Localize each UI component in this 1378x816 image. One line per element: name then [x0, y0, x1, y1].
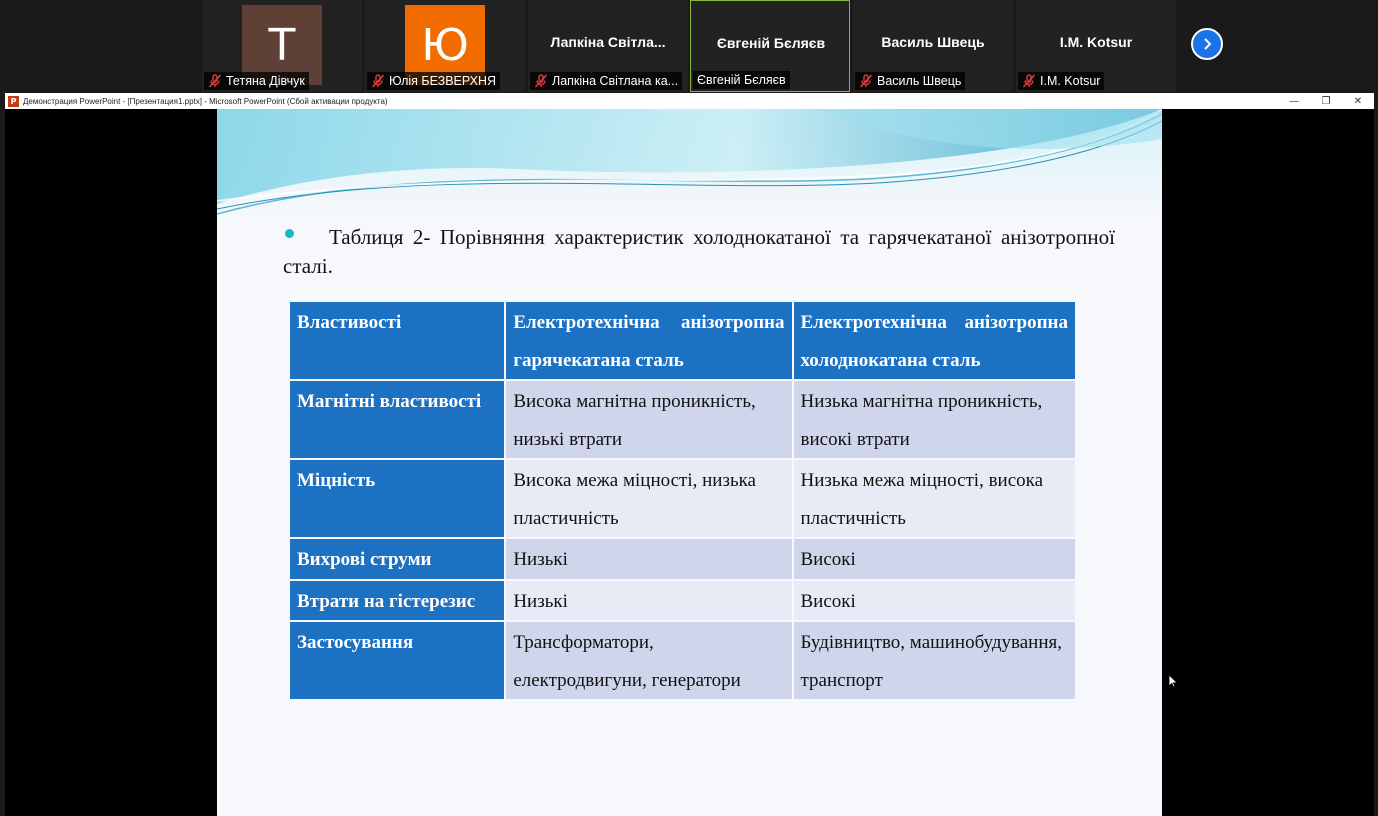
muted-mic-icon [371, 74, 385, 88]
table-row-header: Застосування [290, 622, 504, 699]
table-cell: Високі [794, 539, 1076, 579]
slideshow-area[interactable] [5, 109, 1374, 816]
participant-name-label [367, 72, 500, 90]
table-cell: Високі [794, 581, 1076, 621]
next-participants-button[interactable] [1191, 28, 1223, 60]
table-row-header: Міцність [290, 460, 504, 537]
powerpoint-icon: P [8, 96, 19, 107]
table-cell: Низькі [506, 539, 791, 579]
participant-title: I.M. Kotsur [1059, 34, 1133, 50]
table-row [290, 581, 1075, 621]
participant-name-label [530, 72, 682, 90]
table-header-cell: Електротехнічна анізотропна гарячекатана сталь [506, 302, 791, 379]
participant-tile[interactable] [365, 0, 525, 92]
table-row-header: Втрати на гістерезис [290, 581, 504, 621]
participant-tile[interactable] [1016, 0, 1176, 92]
close-button[interactable]: ✕ [1353, 95, 1363, 107]
participant-title: Лапкіна Світла... [550, 34, 666, 50]
table-cell: Низька магнітна проникність, високі втрати [794, 381, 1076, 458]
table-header-row [290, 302, 1075, 379]
muted-mic-icon [859, 74, 873, 88]
table-cell: Низька межа міцності, висока пластичність [794, 460, 1076, 537]
slide-wave-decoration [217, 109, 1162, 219]
participant-name: Лапкіна Світлана ка... [552, 74, 679, 88]
window-controls [1278, 93, 1374, 109]
table-cell: Низькі [506, 581, 791, 621]
participant-tile-active-speaker[interactable] [690, 0, 850, 92]
participant-name: Юлія БЕЗВЕРХНЯ [389, 74, 497, 88]
table-header-cell: Електротехнічна анізотропна холоднокатана сталь [794, 302, 1076, 379]
participant-name: Євгеній Бєляєв [697, 73, 786, 87]
participant-strip [0, 0, 1378, 92]
table-cell: Висока межа міцності, низька пластичність [506, 460, 791, 537]
table-row [290, 539, 1075, 579]
participant-name: I.M. Kotsur [1040, 74, 1101, 88]
mouse-pointer-icon [1168, 674, 1178, 688]
table-cell: Висока магнітна проникність, низькі втрати [506, 381, 791, 458]
window-title: Демонстрация PowerPoint - [Презентация1.pptx] - Microsoft PowerPoint (Сбой активации продукта) [23, 96, 388, 106]
participant-name-label [1018, 72, 1104, 90]
participant-tile[interactable] [202, 0, 362, 92]
caption-text: Таблиця 2- Порівняння характеристик холоднокатаної та гарячекатаної анізотропної сталі. [283, 225, 1115, 278]
muted-mic-icon [534, 74, 548, 88]
participant-name-label [693, 71, 790, 89]
comparison-table [288, 300, 1077, 701]
minimize-button[interactable]: — [1289, 95, 1299, 107]
participant-tile[interactable] [853, 0, 1013, 92]
powerpoint-title-bar[interactable] [5, 93, 1374, 109]
participant-name: Василь Швець [877, 74, 962, 88]
slide[interactable] [217, 109, 1162, 816]
table-row [290, 460, 1075, 537]
table-cell: Будівництво, машинобудування, транспорт [794, 622, 1076, 699]
restore-button[interactable]: ❐ [1321, 95, 1331, 107]
table-header-cell: Властивості [290, 302, 504, 379]
avatar: Т [242, 5, 322, 85]
table-row-header: Магнітні властивості [290, 381, 504, 458]
participant-title: Василь Швець [881, 34, 985, 50]
chevron-right-icon [1200, 37, 1214, 51]
avatar: Ю [405, 5, 485, 85]
participant-name: Тетяна Дівчук [226, 74, 305, 88]
table-row [290, 622, 1075, 699]
participant-tile[interactable] [528, 0, 688, 92]
participant-name-label [855, 72, 965, 90]
table-cell: Трансформатори, електродвигуни, генератори [506, 622, 791, 699]
participant-title: Євгеній Бєляєв [716, 35, 826, 51]
table-row-header: Вихрові струми [290, 539, 504, 579]
muted-mic-icon [208, 74, 222, 88]
table-row [290, 381, 1075, 458]
slide-caption [283, 223, 1115, 281]
participant-name-label [204, 72, 309, 90]
muted-mic-icon [1022, 74, 1036, 88]
